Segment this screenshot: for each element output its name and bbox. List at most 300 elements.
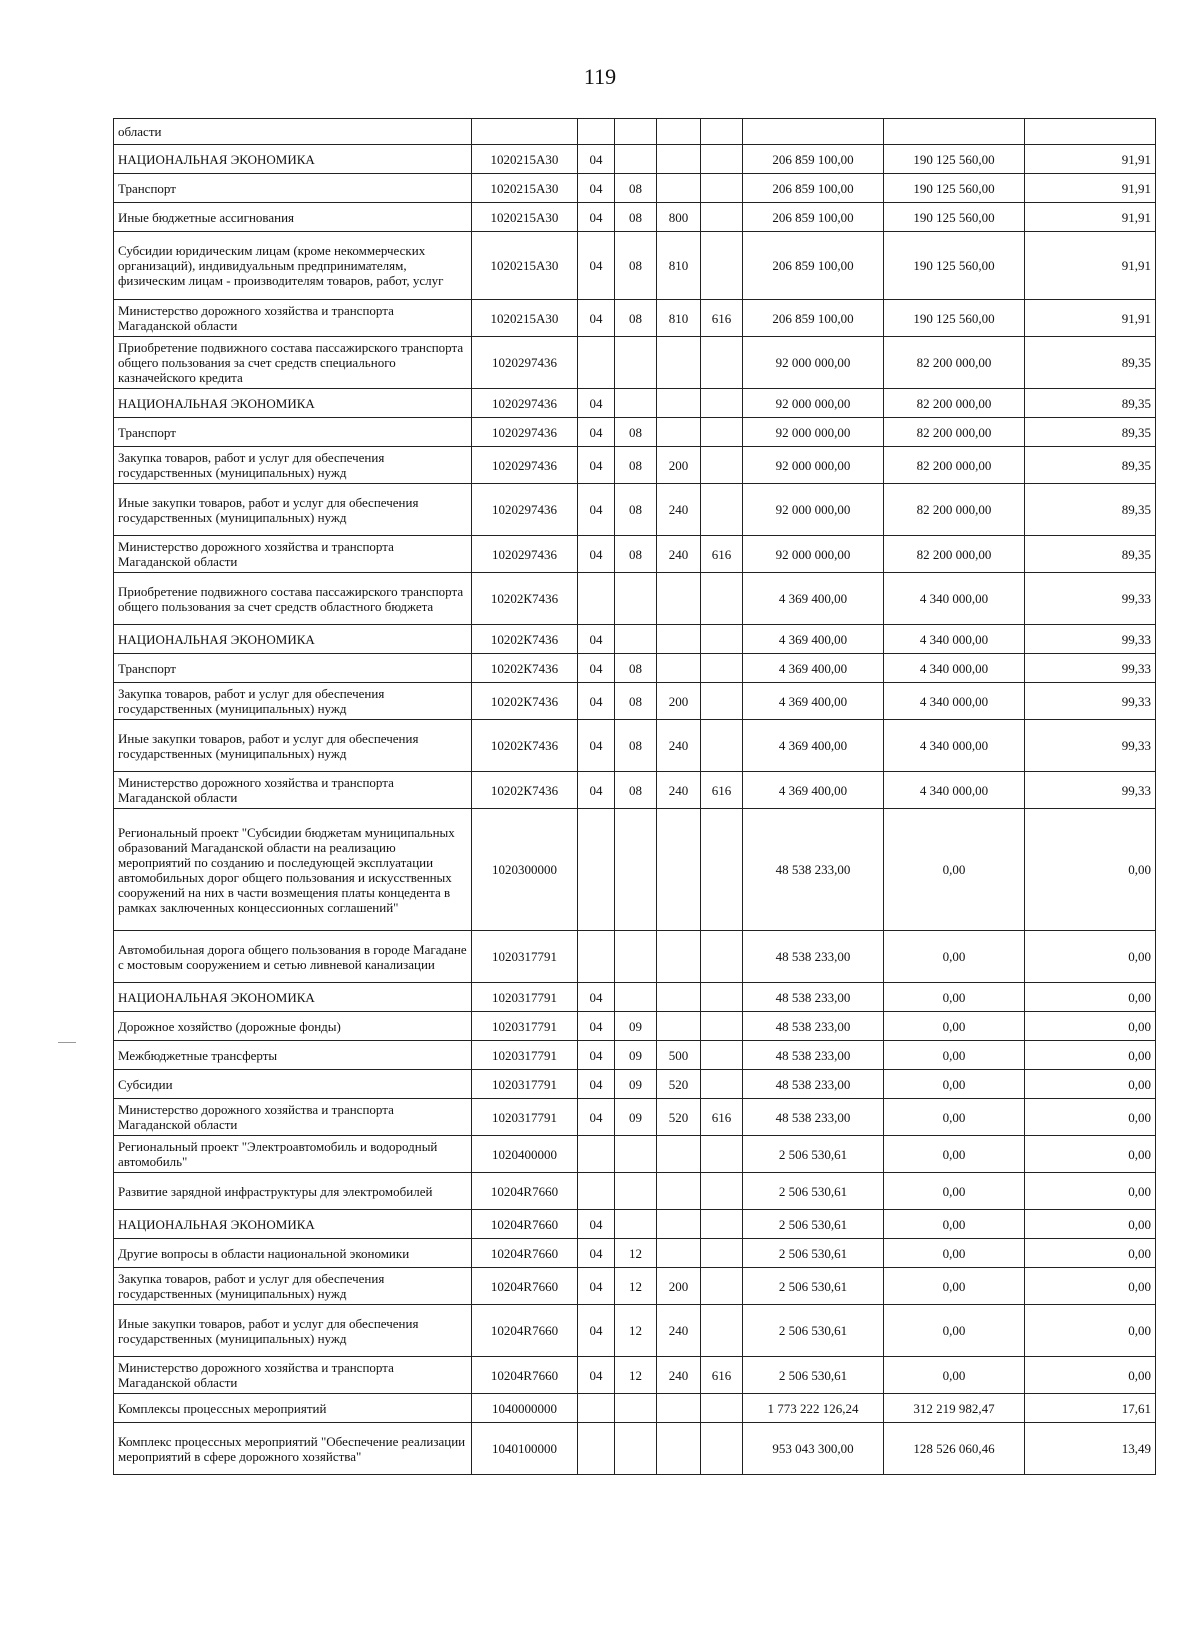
expense-type-cell: 240 [657,484,701,536]
row-name-cell: Министерство дорожного хозяйства и транспорта Магаданской области [114,1357,472,1394]
section-code-cell [578,337,615,389]
table-row [114,1173,1156,1210]
row-name-cell: Иные бюджетные ассигнования [114,203,472,232]
section-code-cell [578,1423,615,1475]
executed-amount-cell: 0,00 [884,1357,1025,1394]
section-code-cell: 04 [578,1099,615,1136]
execution-percent-cell: 91,91 [1025,174,1156,203]
executed-amount-cell: 82 200 000,00 [884,536,1025,573]
row-name-cell: Транспорт [114,418,472,447]
expense-type-cell: 200 [657,447,701,484]
administrator-code-cell [701,1210,743,1239]
planned-amount-cell: 4 369 400,00 [743,573,884,625]
row-name-cell: Закупка товаров, работ и услуг для обеспечения государственных (муниципальных) нужд [114,1268,472,1305]
expense-type-cell [657,983,701,1012]
section-code-cell: 04 [578,1210,615,1239]
planned-amount-cell: 92 000 000,00 [743,418,884,447]
execution-percent-cell: 89,35 [1025,418,1156,447]
target-article-cell: 1020400000 [472,1136,578,1173]
table-row [114,931,1156,983]
planned-amount-cell: 2 506 530,61 [743,1305,884,1357]
subsection-code-cell: 09 [615,1070,657,1099]
row-name-cell: Иные закупки товаров, работ и услуг для обеспечения государственных (муниципальных) нужд [114,720,472,772]
expense-type-cell [657,931,701,983]
administrator-code-cell [701,389,743,418]
expense-type-cell: 240 [657,772,701,809]
administrator-code-cell [701,683,743,720]
row-name-cell: Закупка товаров, работ и услуг для обеспечения государственных (муниципальных) нужд [114,447,472,484]
expense-type-cell [657,145,701,174]
planned-amount-cell: 48 538 233,00 [743,1070,884,1099]
section-code-cell: 04 [578,1239,615,1268]
subsection-code-cell: 08 [615,772,657,809]
row-name-cell: НАЦИОНАЛЬНАЯ ЭКОНОМИКА [114,389,472,418]
expense-type-cell: 520 [657,1070,701,1099]
administrator-code-cell [701,983,743,1012]
subsection-code-cell: 08 [615,720,657,772]
table-row [114,1210,1156,1239]
table-row [114,203,1156,232]
expense-type-cell [657,1173,701,1210]
executed-amount-cell: 82 200 000,00 [884,484,1025,536]
section-code-cell: 04 [578,1012,615,1041]
executed-amount-cell: 4 340 000,00 [884,720,1025,772]
table-row [114,573,1156,625]
administrator-code-cell [701,1041,743,1070]
execution-percent-cell: 99,33 [1025,654,1156,683]
planned-amount-cell: 2 506 530,61 [743,1357,884,1394]
table-row [114,536,1156,573]
subsection-code-cell: 12 [615,1268,657,1305]
target-article-cell: 10204R7660 [472,1357,578,1394]
target-article-cell: 1020215А30 [472,145,578,174]
expense-type-cell [657,654,701,683]
executed-amount-cell: 4 340 000,00 [884,683,1025,720]
planned-amount-cell: 92 000 000,00 [743,484,884,536]
scan-margin-mark [58,1042,76,1043]
budget-table-container [113,118,1155,1475]
executed-amount-cell: 0,00 [884,809,1025,931]
planned-amount-cell: 4 369 400,00 [743,654,884,683]
table-row [114,1012,1156,1041]
executed-amount-cell: 4 340 000,00 [884,772,1025,809]
target-article-cell: 10202К7436 [472,573,578,625]
administrator-code-cell [701,654,743,683]
section-code-cell: 04 [578,145,615,174]
section-code-cell [578,1394,615,1423]
target-article-cell: 1020215А30 [472,174,578,203]
table-row [114,1357,1156,1394]
planned-amount-cell: 48 538 233,00 [743,809,884,931]
executed-amount-cell: 0,00 [884,1268,1025,1305]
executed-amount-cell: 0,00 [884,983,1025,1012]
target-article-cell: 1020215А30 [472,232,578,300]
row-name-cell: НАЦИОНАЛЬНАЯ ЭКОНОМИКА [114,983,472,1012]
section-code-cell: 04 [578,232,615,300]
row-name-cell: Иные закупки товаров, работ и услуг для обеспечения государственных (муниципальных) нужд [114,1305,472,1357]
target-article-cell: 10204R7660 [472,1268,578,1305]
planned-amount-cell: 48 538 233,00 [743,983,884,1012]
table-row [114,300,1156,337]
row-name-cell: НАЦИОНАЛЬНАЯ ЭКОНОМИКА [114,625,472,654]
table-body [114,119,1156,1475]
table-row [114,174,1156,203]
section-code-cell: 04 [578,1268,615,1305]
row-name-cell: Другие вопросы в области национальной экономики [114,1239,472,1268]
execution-percent-cell: 0,00 [1025,1305,1156,1357]
target-article-cell: 1020300000 [472,809,578,931]
subsection-code-cell [615,337,657,389]
executed-amount-cell: 0,00 [884,931,1025,983]
execution-percent-cell: 89,35 [1025,389,1156,418]
expense-type-cell: 240 [657,536,701,573]
planned-amount-cell: 206 859 100,00 [743,300,884,337]
section-code-cell: 04 [578,1305,615,1357]
executed-amount-cell: 0,00 [884,1070,1025,1099]
subsection-code-cell [615,983,657,1012]
page-number: 119 [583,64,617,89]
planned-amount-cell: 2 506 530,61 [743,1173,884,1210]
table-row [114,337,1156,389]
target-article-cell: 1020297436 [472,447,578,484]
row-name-cell: Транспорт [114,174,472,203]
administrator-code-cell [701,1070,743,1099]
subsection-code-cell: 12 [615,1357,657,1394]
section-code-cell: 04 [578,447,615,484]
table-row [114,625,1156,654]
section-code-cell: 04 [578,418,615,447]
execution-percent-cell: 89,35 [1025,447,1156,484]
execution-percent-cell: 0,00 [1025,1210,1156,1239]
target-article-cell: 1020297436 [472,536,578,573]
table-row [114,232,1156,300]
table-row [114,484,1156,536]
executed-amount-cell: 0,00 [884,1239,1025,1268]
expense-type-cell: 500 [657,1041,701,1070]
section-code-cell [578,119,615,145]
expense-type-cell: 520 [657,1099,701,1136]
planned-amount-cell: 48 538 233,00 [743,1099,884,1136]
expense-type-cell: 240 [657,1305,701,1357]
executed-amount-cell: 4 340 000,00 [884,654,1025,683]
subsection-code-cell [615,389,657,418]
table-row [114,1394,1156,1423]
table-row [114,983,1156,1012]
administrator-code-cell [701,1394,743,1423]
target-article-cell: 10202К7436 [472,772,578,809]
target-article-cell: 10204R7660 [472,1210,578,1239]
execution-percent-cell: 89,35 [1025,337,1156,389]
row-name-cell: Автомобильная дорога общего пользования в городе Магадане с мостовым сооружением и сетью ливневой канализации [114,931,472,983]
execution-percent-cell: 0,00 [1025,809,1156,931]
expense-type-cell: 200 [657,1268,701,1305]
execution-percent-cell: 0,00 [1025,1173,1156,1210]
execution-percent-cell: 0,00 [1025,1268,1156,1305]
row-name-cell: Развитие зарядной инфраструктуры для электромобилей [114,1173,472,1210]
section-code-cell: 04 [578,1041,615,1070]
section-code-cell: 04 [578,625,615,654]
section-code-cell [578,809,615,931]
subsection-code-cell: 08 [615,654,657,683]
target-article-cell: 1020317791 [472,1099,578,1136]
target-article-cell: 1040000000 [472,1394,578,1423]
subsection-code-cell: 08 [615,418,657,447]
table-row [114,1070,1156,1099]
target-article-cell: 1020297436 [472,418,578,447]
expense-type-cell: 800 [657,203,701,232]
subsection-code-cell: 09 [615,1012,657,1041]
executed-amount-cell: 0,00 [884,1012,1025,1041]
row-name-cell: Транспорт [114,654,472,683]
table-row [114,654,1156,683]
execution-percent-cell: 89,35 [1025,536,1156,573]
planned-amount-cell: 1 773 222 126,24 [743,1394,884,1423]
planned-amount-cell: 2 506 530,61 [743,1210,884,1239]
execution-percent-cell: 91,91 [1025,300,1156,337]
target-article-cell: 1040100000 [472,1423,578,1475]
administrator-code-cell: 616 [701,772,743,809]
section-code-cell: 04 [578,300,615,337]
administrator-code-cell [701,337,743,389]
planned-amount-cell: 48 538 233,00 [743,931,884,983]
administrator-code-cell [701,1268,743,1305]
row-name-cell: Закупка товаров, работ и услуг для обеспечения государственных (муниципальных) нужд [114,683,472,720]
administrator-code-cell [701,1136,743,1173]
executed-amount-cell: 312 219 982,47 [884,1394,1025,1423]
executed-amount-cell [884,119,1025,145]
section-code-cell: 04 [578,536,615,573]
executed-amount-cell: 82 200 000,00 [884,389,1025,418]
subsection-code-cell: 09 [615,1099,657,1136]
target-article-cell: 10204R7660 [472,1239,578,1268]
expense-type-cell: 810 [657,300,701,337]
planned-amount-cell: 92 000 000,00 [743,447,884,484]
row-name-cell: Субсидии [114,1070,472,1099]
planned-amount-cell: 4 369 400,00 [743,683,884,720]
executed-amount-cell: 82 200 000,00 [884,337,1025,389]
table-row [114,809,1156,931]
target-article-cell: 1020297436 [472,389,578,418]
table-row [114,1136,1156,1173]
administrator-code-cell [701,418,743,447]
administrator-code-cell [701,1173,743,1210]
executed-amount-cell: 0,00 [884,1041,1025,1070]
expense-type-cell [657,337,701,389]
execution-percent-cell: 13,49 [1025,1423,1156,1475]
planned-amount-cell: 48 538 233,00 [743,1012,884,1041]
expense-type-cell [657,1239,701,1268]
executed-amount-cell: 128 526 060,46 [884,1423,1025,1475]
section-code-cell [578,1136,615,1173]
table-row [114,1239,1156,1268]
target-article-cell: 10204R7660 [472,1305,578,1357]
execution-percent-cell: 91,91 [1025,145,1156,174]
subsection-code-cell [615,573,657,625]
executed-amount-cell: 4 340 000,00 [884,625,1025,654]
administrator-code-cell [701,931,743,983]
execution-percent-cell [1025,119,1156,145]
expense-type-cell [657,1210,701,1239]
administrator-code-cell [701,1012,743,1041]
table-row [114,1423,1156,1475]
target-article-cell: 10202К7436 [472,654,578,683]
expense-type-cell: 810 [657,232,701,300]
section-code-cell: 04 [578,772,615,809]
subsection-code-cell: 09 [615,1041,657,1070]
subsection-code-cell: 08 [615,536,657,573]
row-name-cell: Министерство дорожного хозяйства и транспорта Магаданской области [114,772,472,809]
target-article-cell: 10202К7436 [472,625,578,654]
target-article-cell: 1020317791 [472,1070,578,1099]
row-name-cell: Комплекс процессных мероприятий "Обеспечение реализации мероприятий в сфере дорожного хозяйства" [114,1423,472,1475]
subsection-code-cell [615,1136,657,1173]
executed-amount-cell: 190 125 560,00 [884,232,1025,300]
expense-type-cell [657,1012,701,1041]
section-code-cell [578,931,615,983]
execution-percent-cell: 0,00 [1025,1239,1156,1268]
target-article-cell: 10204R7660 [472,1173,578,1210]
execution-percent-cell: 99,33 [1025,772,1156,809]
expense-type-cell [657,625,701,654]
table-row [114,1305,1156,1357]
administrator-code-cell [701,232,743,300]
subsection-code-cell [615,1210,657,1239]
section-code-cell: 04 [578,389,615,418]
table-row [114,119,1156,145]
executed-amount-cell: 0,00 [884,1305,1025,1357]
execution-percent-cell: 99,33 [1025,683,1156,720]
execution-percent-cell: 99,33 [1025,625,1156,654]
planned-amount-cell: 92 000 000,00 [743,536,884,573]
execution-percent-cell: 0,00 [1025,1357,1156,1394]
row-name-cell: Комплексы процессных мероприятий [114,1394,472,1423]
execution-percent-cell: 0,00 [1025,1070,1156,1099]
executed-amount-cell: 82 200 000,00 [884,418,1025,447]
row-name-cell: НАЦИОНАЛЬНАЯ ЭКОНОМИКА [114,145,472,174]
table-row [114,1268,1156,1305]
row-name-cell: НАЦИОНАЛЬНАЯ ЭКОНОМИКА [114,1210,472,1239]
section-code-cell: 04 [578,174,615,203]
administrator-code-cell [701,119,743,145]
table-row [114,683,1156,720]
executed-amount-cell: 0,00 [884,1099,1025,1136]
planned-amount-cell: 206 859 100,00 [743,203,884,232]
planned-amount-cell: 2 506 530,61 [743,1239,884,1268]
subsection-code-cell: 12 [615,1239,657,1268]
row-name-cell: Региональный проект "Субсидии бюджетам муниципальных образований Магаданской области на реализацию мероприятий по созданию и последующей эксплуатации автомобильных дорог общего пользования и искусственных сооружений на них в части возмещения платы концедента в рамках заключенных концессионных соглашений" [114,809,472,931]
administrator-code-cell [701,1305,743,1357]
subsection-code-cell [615,1173,657,1210]
administrator-code-cell [701,809,743,931]
row-name-cell: Приобретение подвижного состава пассажирского транспорта общего пользования за счет средств областного бюджета [114,573,472,625]
expense-type-cell: 240 [657,720,701,772]
expense-type-cell [657,809,701,931]
administrator-code-cell: 616 [701,300,743,337]
execution-percent-cell: 89,35 [1025,484,1156,536]
execution-percent-cell: 17,61 [1025,1394,1156,1423]
subsection-code-cell: 08 [615,203,657,232]
execution-percent-cell: 0,00 [1025,1012,1156,1041]
expense-type-cell [657,418,701,447]
target-article-cell: 1020297436 [472,484,578,536]
subsection-code-cell [615,1423,657,1475]
administrator-code-cell [701,484,743,536]
target-article-cell: 1020317791 [472,1041,578,1070]
target-article-cell: 1020317791 [472,983,578,1012]
administrator-code-cell [701,1423,743,1475]
budget-execution-table [113,118,1156,1475]
expense-type-cell [657,119,701,145]
execution-percent-cell: 0,00 [1025,1136,1156,1173]
execution-percent-cell: 99,33 [1025,720,1156,772]
row-name-cell: Дорожное хозяйство (дорожные фонды) [114,1012,472,1041]
row-name-cell: Региональный проект "Электроавтомобиль и водородный автомобиль" [114,1136,472,1173]
planned-amount-cell: 48 538 233,00 [743,1041,884,1070]
execution-percent-cell: 99,33 [1025,573,1156,625]
executed-amount-cell: 190 125 560,00 [884,174,1025,203]
subsection-code-cell [615,1394,657,1423]
executed-amount-cell: 190 125 560,00 [884,203,1025,232]
section-code-cell: 04 [578,983,615,1012]
subsection-code-cell: 08 [615,174,657,203]
execution-percent-cell: 91,91 [1025,203,1156,232]
expense-type-cell [657,1423,701,1475]
target-article-cell: 1020297436 [472,337,578,389]
planned-amount-cell: 4 369 400,00 [743,772,884,809]
table-row [114,145,1156,174]
table-row [114,389,1156,418]
section-code-cell: 04 [578,720,615,772]
expense-type-cell: 240 [657,1357,701,1394]
section-code-cell: 04 [578,203,615,232]
execution-percent-cell: 0,00 [1025,983,1156,1012]
execution-percent-cell: 0,00 [1025,1041,1156,1070]
planned-amount-cell: 4 369 400,00 [743,625,884,654]
planned-amount-cell: 92 000 000,00 [743,389,884,418]
row-name-cell: Субсидии юридическим лицам (кроме некоммерческих организаций), индивидуальным предпринимателям, физическим лицам - производителям товаров, работ, услуг [114,232,472,300]
executed-amount-cell: 190 125 560,00 [884,145,1025,174]
row-name-cell: Иные закупки товаров, работ и услуг для обеспечения государственных (муниципальных) нужд [114,484,472,536]
target-article-cell: 10202К7436 [472,720,578,772]
subsection-code-cell [615,809,657,931]
target-article-cell: 1020215А30 [472,300,578,337]
executed-amount-cell: 0,00 [884,1210,1025,1239]
table-row [114,720,1156,772]
expense-type-cell [657,1394,701,1423]
subsection-code-cell [615,931,657,983]
section-code-cell: 04 [578,683,615,720]
planned-amount-cell: 2 506 530,61 [743,1268,884,1305]
expense-type-cell: 200 [657,683,701,720]
table-row [114,418,1156,447]
administrator-code-cell: 616 [701,536,743,573]
target-article-cell: 1020215А30 [472,203,578,232]
row-name-cell: Приобретение подвижного состава пассажирского транспорта общего пользования за счет средств специального казначейского кредита [114,337,472,389]
subsection-code-cell: 08 [615,300,657,337]
administrator-code-cell [701,174,743,203]
section-code-cell: 04 [578,1357,615,1394]
planned-amount-cell: 2 506 530,61 [743,1136,884,1173]
planned-amount-cell [743,119,884,145]
expense-type-cell [657,1136,701,1173]
administrator-code-cell [701,1239,743,1268]
planned-amount-cell: 92 000 000,00 [743,337,884,389]
subsection-code-cell [615,625,657,654]
row-name-cell: Межбюджетные трансферты [114,1041,472,1070]
subsection-code-cell: 12 [615,1305,657,1357]
executed-amount-cell: 0,00 [884,1173,1025,1210]
execution-percent-cell: 0,00 [1025,931,1156,983]
